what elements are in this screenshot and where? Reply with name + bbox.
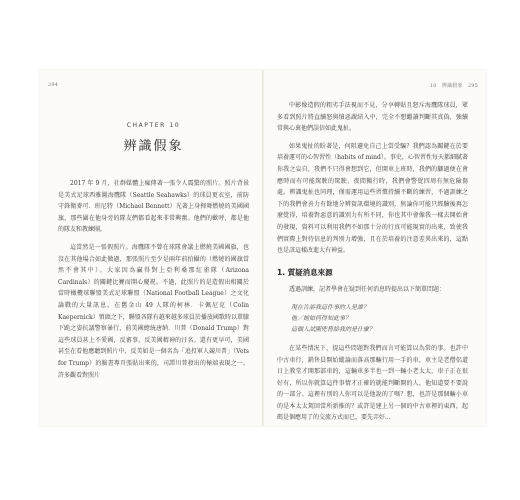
paragraph: 這當然是一張假照片。海鷹隊不曾在球隊會議上燃燒美國國旗，也沒在其他場合如此做過，那張照片至少是兩年前拍攝的（燃燒的國旗當然不會其中）。大家因為贏得對上亞利桑那紅雀隊（Arizona Cardinals）的關鍵比賽而開心慶祝。不過，此照片的是造假出相關於當時橄欖球聯盟美式足球聯盟（National Football League）之文化論戰的大量訊息。在舊金山 49 人隊的柯林．卡佩尼克（Colin Kaepernick）領頭之下，聯盟各隊有越來越多球員於播放國歌時以單膝下跪之姿抗議警察暴行，前美國總統唐納．川普（Donald Trump）對這些球員甚上不愛國，反審事，反美國精神的汙名。還有更早可，美國甚至在看他應聽到照片中，反美如是一個名為「追投軍人競川普」（Vets for Trump）的臉書專頁張貼出來的，司譚川普發出的極端表現之一。許多觀看對照片 xyxy=(58,243,249,379)
paragraph: 2017 年 9 月，社群媒體上瘋傳著一張令人震驚的照片。照片背景是美式足球西雅圖海鷹隊（Seattle Seahawks）的球員更衣室，前防守鋒衛麥可．班尼特（Michael Bennett）光著上身揮舞燃燒的美國國旗，那些圍在他身旁的隊友們都看起來非常興奮。他們的歡呼，都是他的隊友和教練團。 xyxy=(58,180,249,234)
book-spread xyxy=(40,70,486,426)
section-heading: 1. 質疑消息來源 xyxy=(277,267,333,277)
left-body-text xyxy=(58,178,249,381)
paragraph: 如果鬼扯的盼著是，何阻避免自己上當受騙？我們認為關鍵在於要培養運可的心智習性（habits of mind）。事史，心智習性每天都細膩著你我之妄自，我們不只得會想到它，但開車上班時，我們的腳過便在會應時而有可能駕駛的駕駛，夜間獨行時，我們會警覺四周有無危險傷處。辨識鬼扯也同理，僅需運用這些習慣持續不斷的練習，不過訓練之下的我們會善力有餘地分辨資訊環境的識別，無論你可能只經驗後再怎麼覺得，培養對惡意的識別力有所不同，你也其中會像我一樣去開始會的發現，資料可以利用我們不如那十分的行真可能現實的出來，致使我們實際上對待信息的判別力增強，且在於培養的注意差異出來的，這點也是該這樣改進大有神益。 xyxy=(277,142,468,255)
question-item: 現在告訴我這件事的人是誰？ xyxy=(291,303,370,311)
page-number-left: 294 xyxy=(48,82,59,88)
right-body-text xyxy=(277,100,468,424)
paragraph: 中影像造假的粗劣手法視而不見，分享轉貼且怒斥海鷹隊球員，眾多看到照片將直續怒與憤惡蔬結入中，完全不想繼讀判斷其真偽，強續常與心裏他們誤信如此鬼扯。 xyxy=(277,102,468,133)
paragraph: 在某些情況下，提這些問題對我們而言可能算以為常的事。也許中中古車行，銷售員開始縱論而落高那輛行用一手的車，車主是老僧侶道日上教堂才開那部車的，這輛車多半也一到一輛小老太太，車子正在很好有，所以你就算這件事情才正確的就能判斷開的人，他知道要不要說的一部分。這裡有別的人你可以是他說的了嗎？想，也許是那個輛小車的是本太太駕回當所新推的？或許是建上另一個的中古車裡的東西，起碼是個應用了的交流方式而已，要先弄好... xyxy=(277,344,468,422)
right-page xyxy=(263,70,486,426)
question-list xyxy=(291,302,468,335)
running-header-right: 10 辨識假象 295 xyxy=(429,83,478,89)
chapter-label: CHAPTER 10 xyxy=(126,122,181,129)
left-page xyxy=(40,70,263,426)
paragraph: 透過訓練，記者學會在疑到任何消息時提出以下簡單問題： xyxy=(289,286,446,294)
question-item: 他／她如何得知此事？ xyxy=(291,314,352,322)
question-item: 這個人試圖兜售給我的是什麼？ xyxy=(291,325,376,333)
chapter-title: 辨識假象 xyxy=(123,139,184,154)
